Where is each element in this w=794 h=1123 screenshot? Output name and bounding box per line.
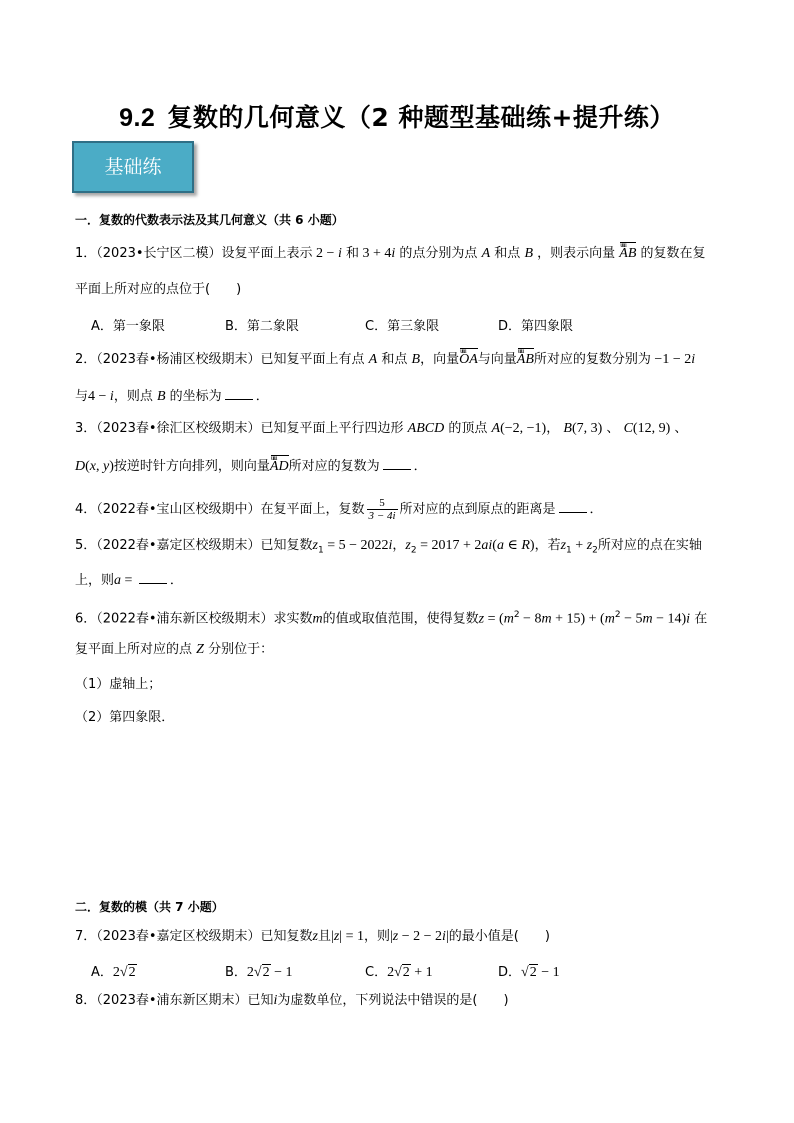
question-1-line-1: 1．（2023•长宁区二模）设复平面上表示 2 − i 和 3 + 4i 的点分别为点 A 和点 B ，则表示向量 uuu AB 的复数在复 [75, 245, 706, 263]
answer-blank[interactable] [225, 387, 253, 400]
q7-option-d[interactable]: D．√2 − 1 [498, 965, 560, 980]
title-number: 9.2 [119, 104, 156, 132]
answer-blank[interactable] [139, 571, 167, 584]
q1-option-d[interactable]: D．第四象限 [498, 319, 574, 334]
vector-ad: uuu AD [270, 458, 289, 476]
section-1-heading: 一．复数的代数表示法及其几何意义（共 6 小题） [75, 213, 344, 227]
section-2-heading: 二．复数的模（共 7 小题） [75, 900, 224, 914]
vector-oa: uuu OA [459, 351, 478, 369]
title-text: 复数的几何意义（2 种题型基础练+提升练） [167, 103, 675, 132]
q1-option-c[interactable]: C．第三象限 [365, 319, 440, 334]
question-4: 4．（2022春•宝山区校级期中）在复平面上，复数 $\frac{5}{3 - 4i}$ 所对应的点到原点的距离是 ． [75, 497, 603, 522]
fraction: $\frac{5}{3 - 4i}$ [368, 497, 396, 522]
question-6-part-1: （1）虚轴上； [75, 677, 162, 692]
question-6-line-1: 6．（2022春•浦东新区校级期末）求实数m的值或取值范围，使得复数$z = (m^2 - 8m + 15) + (m^2 - 5m - 14)i$ 在 [75, 610, 708, 627]
answer-blank[interactable] [383, 457, 411, 470]
q1-option-a[interactable]: A．第一象限 [91, 319, 165, 334]
q7-option-b[interactable]: B．2√2 − 1 [225, 965, 293, 980]
vector-ab: uuu AB [619, 245, 636, 263]
question-3-line-1: 3．（2023春•徐汇区校级期末）已知复平面上平行四边形 ABCD 的顶点 A(−2, −1)， B(7, 3) 、 C(12, 9) 、 [75, 421, 688, 436]
question-6-line-2: 复平面上所对应的点 Z 分别位于： [75, 642, 274, 657]
q1-option-b[interactable]: B．第二象限 [225, 319, 299, 334]
question-7: 7．（2023春•嘉定区校级期末）已知复数z且|z| = 1，则|z − 2 − 2i|的最小值是( ) [75, 929, 550, 944]
question-5-line-2: 上，则a = ． [75, 573, 183, 588]
vector-ab: uuu AB [517, 351, 534, 369]
q7-option-c[interactable]: C．2√2 + 1 [365, 965, 433, 980]
page-title [0, 98, 794, 134]
question-2-line-1: 2．（2023春•杨浦区校级期末）已知复平面上有点 A 和点 B，向量uuu OA与向量uuu AB所对应的复数分别为 −1 − 2i [75, 351, 695, 369]
question-1-line-2: 平面上所对应的点位于( ) [75, 282, 242, 297]
q7-option-a[interactable]: A．2√2 [91, 965, 136, 980]
basic-practice-badge: 基础练 [72, 141, 194, 193]
question-8: 8．（2023春•浦东新区期末）已知i为虚数单位，下列说法中错误的是( ) [75, 993, 509, 1008]
answer-blank[interactable] [559, 500, 587, 513]
question-6-part-2: （2）第四象限． [75, 710, 175, 725]
question-3-line-2: D(x, y)按逆时针方向排列，则向量uuu AD所对应的复数为 ． [75, 457, 427, 476]
question-5-line-1: 5．（2022春•嘉定区校级期末）已知复数$z_1 = 5 - 2022i$，$z_2 = 2017 + 2ai(a$ ∈ R)，若$z_1 + z_2$所对应的点在实轴 [75, 538, 702, 556]
question-2-line-2: 与4 − i，则点 B 的坐标为 ． [75, 389, 269, 404]
